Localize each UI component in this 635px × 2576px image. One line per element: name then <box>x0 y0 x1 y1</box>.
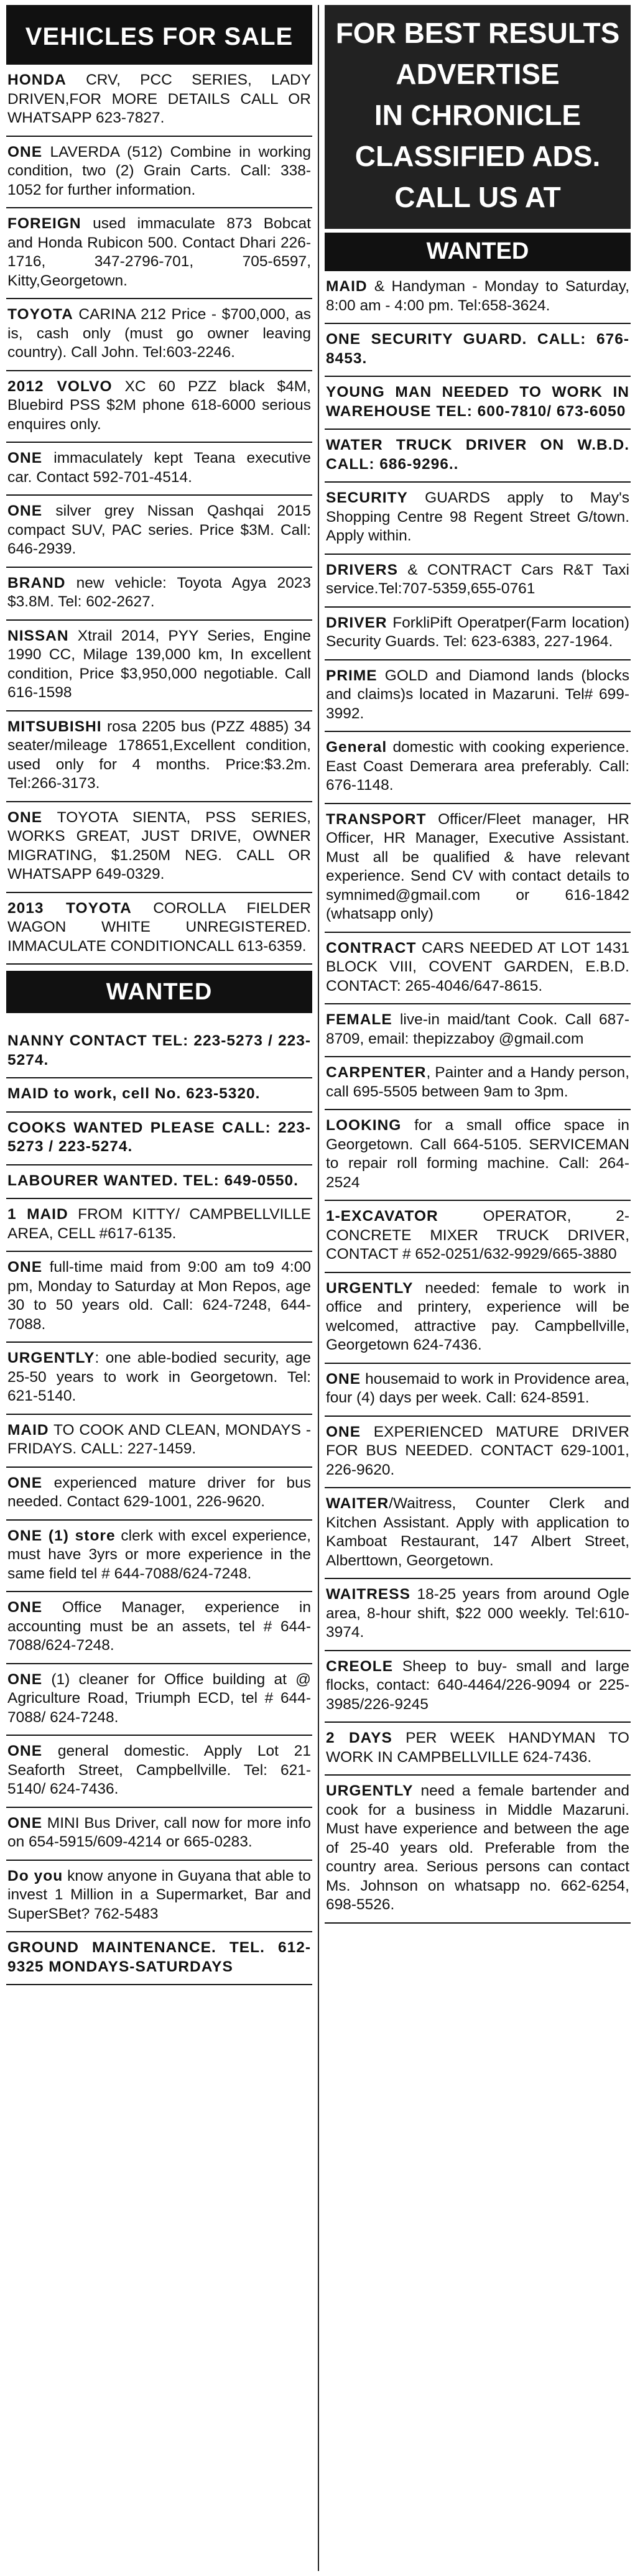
ad-lead-text: 2013 TOYOTA <box>7 899 132 917</box>
classified-ad <box>6 1415 312 1468</box>
classified-ad <box>325 1579 631 1651</box>
classified-ad <box>325 1004 631 1057</box>
ad-lead-text: BRAND <box>7 574 66 591</box>
ad-body-text: housemaid to work in Providence area, four (4) days per week. Call: 624-8591. <box>326 1370 629 1406</box>
ad-body-text: GUARDS apply to May's Shopping Centre 98 Regent Street G/town. Apply within. <box>326 489 629 544</box>
ad-lead-text: ONE <box>7 1599 43 1616</box>
ad-lead-text: FOREIGN <box>7 215 81 232</box>
promo-line: CALL US AT <box>394 181 561 213</box>
ad-lead-text: COOKS WANTED PLEASE CALL: 223-5273 / 223-5274. <box>7 1119 311 1155</box>
ad-body-text: 18-25 years from around Ogle area, 8-hour shift, $22 000 weekly. Tel:610-3974. <box>326 1586 629 1641</box>
ad-body-text: & Handyman - Monday to Saturday, 8:00 am - 4:00 pm. Tel:658-3624. <box>326 278 629 314</box>
ad-body-text: live-in maid/tant Cook. Call 687-8709, email: thepizzaboy @gmail.com <box>326 1011 629 1047</box>
ad-lead-text: PRIME <box>326 667 378 684</box>
ad-body-text: CRV, PCC SERIES, LADY DRIVEN,FOR MORE DETAILS CALL OR WHATSAPP 623-7827. <box>7 72 311 126</box>
ad-body-text: CARS NEEDED AT LOT 1431 BLOCK VIII, COVENT GARDEN, E.B.D. CONTACT: 265-4046/647-8615. <box>326 939 629 994</box>
ad-lead-text: 2012 VOLVO <box>7 378 113 395</box>
ad-body-text: experienced mature driver for bus needed. Contact 629-1001, 226-9620. <box>7 1474 311 1510</box>
ad-body-text: full-time maid from 9:00 am to9 4:00 pm, Monday to Saturday at Mon Repos, age 30 to 50 years old. Call: 624-7248, 644-7088. <box>7 1259 311 1333</box>
ad-lead-text: MAID <box>326 278 368 295</box>
classified-ad <box>6 802 312 893</box>
classified-ad <box>325 608 631 660</box>
ad-body-text: Xtrail 2014, PYY Series, Engine 1990 CC, Milage 139,000 km, In excellent condition, Price $3,950,000 negotiable. Call 616-1598 <box>7 627 311 701</box>
ad-lead-text: WATER TRUCK DRIVER ON W.B.D. CALL: 686-9296.. <box>326 437 629 473</box>
ad-body-text: (1) cleaner for Office building at @ Agriculture Road, Triumph ECD, tel # 644-7088/ 624-7248. <box>7 1670 311 1726</box>
ad-body-text: new vehicle: Toyota Agya 2023 $3.8M. Tel: 602-2627. <box>7 574 311 610</box>
ad-body-text: TOYOTA SIENTA, PSS SERIES, WORKS GREAT, JUST DRIVE, OWNER MIGRATING, $1.250M NEG. CALL OR WHATSAPP 649-0329. <box>7 808 311 883</box>
ad-lead-text: SECURITY <box>326 489 408 506</box>
ad-lead-text: ONE <box>326 1423 361 1440</box>
ad-lead-text: ONE <box>7 450 43 466</box>
classified-ad <box>6 299 312 371</box>
classified-ad <box>325 1417 631 1489</box>
ad-lead-text: LABOURER WANTED. TEL: 649-0550. <box>7 1172 299 1189</box>
ad-body-text: Office Manager, experience in accounting must be an assets, tel # 644-7088/624-7248. <box>7 1599 311 1654</box>
promo-line: IN CHRONICLE <box>374 99 582 131</box>
wanted-list-right <box>325 271 631 1924</box>
vehicles-list <box>6 65 312 965</box>
ad-lead-text: MITSUBISHI <box>7 718 102 735</box>
classified-ad <box>6 1664 312 1736</box>
classified-ad <box>6 443 312 496</box>
ad-body-text: COROLLA FIELDER WAGON WHITE UNREGISTERED. IMMACULATE CONDITIONCALL 613-6359. <box>7 899 311 955</box>
classified-ad <box>325 732 631 804</box>
ad-lead-text: General <box>326 739 387 756</box>
ad-lead-text: 1 MAID <box>7 1206 68 1223</box>
classified-ad <box>6 371 312 443</box>
ad-lead-text: 2 DAYS <box>326 1730 392 1746</box>
ad-body-text: need a female bartender and cook for a business in Middle Mazaruni. Must have experience and between the age of 25-40 years old. Preferable from the country area. Serious persons can contact Ms. Johnson on whatsapp no. 662-6254, 698-5526. <box>326 1782 629 1913</box>
ad-lead-text: ONE <box>7 1743 43 1759</box>
classified-ad <box>325 1723 631 1776</box>
ad-body-text: MINI Bus Driver, call now for more info on 654-5915/609-4214 or 665-0283. <box>7 1814 311 1850</box>
ad-body-text: /Waitress, Counter Clerk and Kitchen Assistant. Apply with application to Kamboat Restaurant, 147 Albert Street, Alberttown, Georgetown. <box>326 1495 629 1569</box>
classified-ad <box>325 1651 631 1723</box>
ad-lead-text: CARPENTER <box>326 1064 427 1081</box>
ad-lead-text: URGENTLY <box>326 1279 414 1297</box>
ad-body-text: OPERATOR, 2- CONCRETE MIXER TRUCK DRIVER, CONTACT # 652-0251/632-9929/665-3880 <box>326 1208 629 1263</box>
ad-body-text: general domestic. Apply Lot 21 Seaforth Street, Campbellville. Tel: 621-5140/ 624-7436. <box>7 1743 311 1797</box>
classified-ad <box>325 1201 631 1273</box>
ad-lead-text: HONDA <box>7 72 67 88</box>
classified-ad <box>6 1199 312 1252</box>
ad-lead-text: ONE <box>7 808 43 826</box>
wanted-header-left: WANTED <box>6 971 312 1013</box>
ad-body-text: ForkliPift Operatper(Farm location) Security Guards. Tel: 623-6383, 227-1964. <box>326 614 629 650</box>
ad-body-text: silver grey Nissan Qashqai 2015 compact SUV, PAC series. Price $3M. Call: 646-2939. <box>7 503 311 557</box>
ad-body-text: FROM KITTY/ CAMPBELLVILLE AREA, CELL #617-6135. <box>7 1206 311 1242</box>
ad-body-text: LAVERDA (512) Combine in working condition, two (2) Grain Carts. Call: 338-1052 for further information. <box>7 143 311 198</box>
ad-lead-text: ONE <box>7 1814 43 1832</box>
classified-ad <box>325 324 631 377</box>
classified-ad <box>325 1110 631 1201</box>
classified-ad <box>6 208 312 299</box>
ad-body-text: clerk with excel experience, must have 3yrs or more experience in the same field tel # 644-7088/624-7248. <box>7 1527 311 1582</box>
classified-ad <box>6 1808 312 1861</box>
classified-ad <box>325 804 631 933</box>
ad-body-text: XC 60 PZZ black $4M, Bluebird PSS $2M phone 618-6000 serious enquires only. <box>7 378 311 433</box>
column-divider <box>318 5 319 2571</box>
classified-ad <box>325 1364 631 1417</box>
right-column <box>325 5 631 1924</box>
classified-ad <box>325 1776 631 1924</box>
ad-lead-text: TRANSPORT <box>326 810 427 828</box>
ad-lead-text: ONE <box>7 1474 43 1491</box>
classified-ad <box>6 137 312 209</box>
wanted-header-right: WANTED <box>325 233 631 271</box>
ad-lead-text: LOOKING <box>326 1117 402 1134</box>
wanted-list-left <box>6 1026 312 1985</box>
ad-lead-text: NANNY CONTACT TEL: 223-5273 / 223-5274. <box>7 1032 311 1068</box>
ad-lead-text: ONE <box>7 1259 43 1276</box>
ad-lead-text: ONE <box>7 1670 43 1688</box>
classified-ad <box>325 1488 631 1579</box>
ad-body-text: Sheep to buy- small and large flocks, contact: 640-4464/226-9094 or 225-3985/226-9245 <box>326 1657 629 1713</box>
ad-lead-text: MAID <box>7 1421 49 1439</box>
classified-page <box>6 5 631 2571</box>
ad-lead-text: URGENTLY <box>7 1350 95 1366</box>
ad-body-text: PER WEEK HANDYMAN TO WORK IN CAMPBELLVILLE 624-7436. <box>326 1730 629 1766</box>
ad-lead-text: DRIVER <box>326 614 387 631</box>
classified-ad <box>6 1165 312 1200</box>
ad-lead-text: ONE SECURITY GUARD. CALL: 676-8453. <box>326 331 629 367</box>
ad-lead-text: WAITER <box>326 1495 389 1512</box>
ad-lead-text: NISSAN <box>7 627 69 644</box>
ad-body-text: domestic with cooking experience. East Coast Demerara area preferably. Call: 676-1148. <box>326 739 629 794</box>
ad-lead-text: ONE (1) store <box>7 1527 116 1544</box>
classified-ad <box>6 621 312 711</box>
ad-body-text: GOLD and Diamond lands (blocks and claims)s located in Mazaruni. Tel# 699-3992. <box>326 667 629 722</box>
ad-lead-text: FEMALE <box>326 1011 392 1028</box>
classified-ad <box>6 1026 312 1078</box>
ad-body-text: for a small office space in Georgetown. Call 664-5105. SERVICEMAN to repair roll forming machine. Call: 264-2524 <box>326 1117 629 1191</box>
ad-body-text: used immaculate 873 Bobcat and Honda Rubicon 500. Contact Dhari 226-1716, 347-2796-701, 705-6597, Kitty,Georgetown. <box>7 215 311 289</box>
classified-ad <box>6 1078 312 1113</box>
ad-lead-text: ONE <box>7 143 43 160</box>
ad-lead-text: YOUNG MAN NEEDED TO WORK IN WAREHOUSE TEL: 600-7810/ 673-6050 <box>326 384 629 420</box>
ad-body-text: TO COOK AND CLEAN, MONDAYS - FRIDAYS. CALL: 227-1459. <box>7 1421 311 1457</box>
classified-ad <box>6 893 312 965</box>
ad-lead-text: 1-EXCAVATOR <box>326 1208 438 1225</box>
classified-ad <box>6 1343 312 1415</box>
ad-lead-text: MAID to work, cell No. 623-5320. <box>7 1085 261 1102</box>
classified-ad <box>6 1932 312 1985</box>
classified-ad <box>6 65 312 137</box>
classified-ad <box>325 377 631 430</box>
ad-lead-text: CREOLE <box>326 1657 394 1675</box>
classified-ad <box>6 1252 312 1343</box>
classified-ad <box>6 1861 312 1933</box>
ad-body-text: know anyone in Guyana that able to invest 1 Million in a Supermarket, Bar and SuperSBet? 762-5483 <box>7 1867 311 1922</box>
ad-body-text: , Painter and a Handy person, call 695-5505 between 9am to 3pm. <box>326 1064 629 1100</box>
classified-ad <box>325 933 631 1005</box>
classified-ad <box>6 1736 312 1808</box>
ad-lead-text: ONE <box>326 1370 361 1388</box>
ad-body-text: needed: female to work in office and printery, experience will be welcomed, attractive pay. Campbellville, Georgetown 624-7436. <box>326 1279 629 1353</box>
ad-lead-text: ONE <box>7 503 43 519</box>
ad-lead-text: GROUND MAINTENANCE. TEL. 612-9325 MONDAYS-SATURDAYS <box>7 1939 311 1975</box>
classified-ad <box>6 1592 312 1664</box>
classified-ad <box>6 1521 312 1593</box>
ad-body-text: CARINA 212 Price - $700,000, as is, cash only (must go owner leaving country). Call John. Tel:603-2246. <box>7 306 311 361</box>
classified-ad <box>325 271 631 324</box>
ad-lead-text: CONTRACT <box>326 939 417 957</box>
ad-lead-text: TOYOTA <box>7 306 73 323</box>
promo-line: FOR BEST RESULTS <box>335 17 620 49</box>
classified-ad <box>325 660 631 733</box>
ad-body-text: EXPERIENCED MATURE DRIVER FOR BUS NEEDED. CONTACT 629-1001, 226-9620. <box>326 1423 629 1478</box>
promo-line: CLASSIFIED ADS. <box>355 140 601 172</box>
vehicles-for-sale-header: VEHICLES FOR SALE <box>6 5 312 65</box>
ad-lead-text: DRIVERS <box>326 561 398 578</box>
ad-lead-text: WAITRESS <box>326 1586 410 1603</box>
classified-ad <box>325 430 631 483</box>
ad-body-text: rosa 2205 bus (PZZ 4885) 34 seater/mileage 178651,Excellent condition, used only for 4 months. Price:$3.2m. Tel:266-3173. <box>7 718 311 792</box>
classified-ad <box>325 1057 631 1110</box>
classified-ad <box>6 711 312 802</box>
advertise-promo-box <box>325 5 631 229</box>
classified-ad <box>6 1113 312 1165</box>
promo-line: ADVERTISE <box>396 58 560 90</box>
classified-ad <box>325 483 631 555</box>
classified-ad <box>6 496 312 568</box>
classified-ad <box>6 568 312 621</box>
ad-lead-text: Do you <box>7 1867 63 1884</box>
ad-body-text: & CONTRACT Cars R&T Taxi service.Tel:707-5359,655-0761 <box>326 561 629 597</box>
ad-lead-text: URGENTLY <box>326 1782 414 1799</box>
classified-ad <box>6 1468 312 1521</box>
left-column <box>6 5 312 1985</box>
classified-ad <box>325 555 631 608</box>
classified-ad <box>325 1273 631 1364</box>
ad-body-text: Officer/Fleet manager, HR Officer, HR Manager, Executive Assistant. Must all be qualified & have relevant experience. Send CV with contact details to symnimed@gmail.com or 616-1842 (whatsapp only) <box>326 810 629 922</box>
ad-body-text: : one able-bodied security, age 25-50 years to work in Georgetown. Tel: 621-5140. <box>7 1350 311 1404</box>
ad-body-text: immaculately kept Teana executive car. Contact 592-701-4514. <box>7 450 311 486</box>
